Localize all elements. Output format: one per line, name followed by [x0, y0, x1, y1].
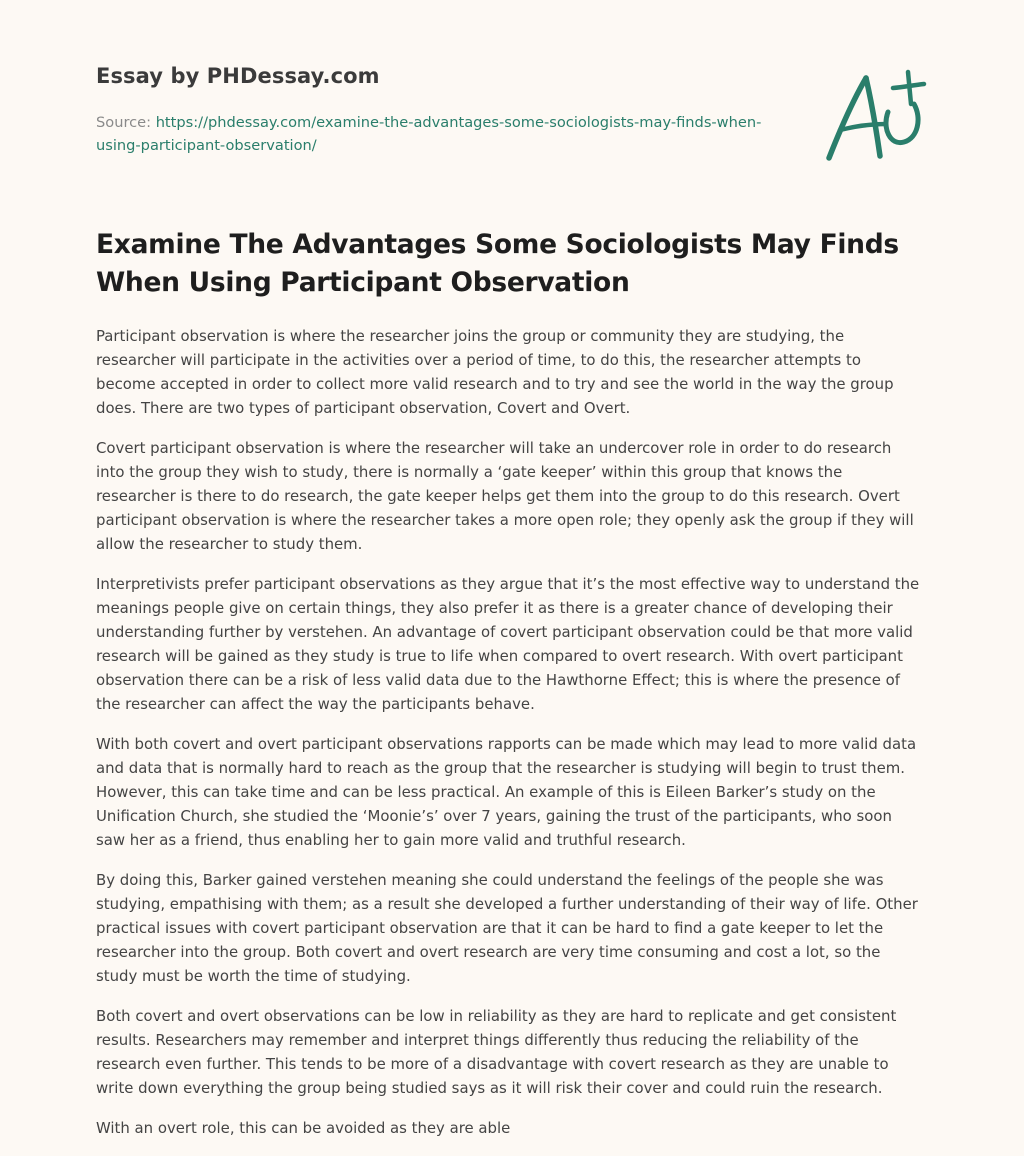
source-line: [96, 111, 796, 157]
paragraph: With an overt role, this can be avoided as they are able: [96, 1119, 511, 1137]
a-plus-logo-icon: [820, 66, 932, 170]
paragraph: Participant observation is where the researcher joins the group or community they are studying, the researcher will participate in the activities over a period of time, to do this, the researcher attempts to become accepted in order to collect more valid research and to try and see the world in the way the group does. There are two types of participant observation, Covert and Overt.: [96, 327, 894, 417]
paragraph: By doing this, Barker gained verstehen meaning she could understand the feelings of the people she was studying, empathising with them; as a result she developed a further understanding of their way of life. Other practical issues with covert participant observation are that it can be hard to find a gate keeper to let the researcher into the group. Both covert and overt research are very time consuming and cost a lot, so the study must be worth the time of studying.: [96, 871, 918, 985]
article-body: [96, 324, 924, 1156]
article-title: Examine The Advantages Some Sociologists May Finds When Using Participant Observation: [96, 229, 899, 298]
paragraph: Interpretivists prefer participant observations as they argue that it’s the most effective way to understand the meanings people give on certain things, they also prefer it as there is a greater chance of developing their understanding further by verstehen. An advantage of covert participant observation could be that more valid research will be gained as they study is true to life when compared to overt research. With overt participant observation there can be a risk of less valid data due to the Hawthorne Effect; this is where the presence of the researcher can affect the way the participants behave.: [96, 575, 920, 713]
paragraph: Both covert and overt observations can be low in reliability as they are hard to replicate and get consistent results. Researchers may remember and interpret things differently thus reducing the reliability of the research even further. This tends to be more of a disadvantage with covert research as they are unable to write down everything the group being studied says as it will risk their cover and could ruin the research.: [96, 1007, 897, 1097]
paragraph: Covert participant observation is where the researcher will take an undercover role in order to do research into the group they wish to study, there is normally a ‘gate keeper’ within this group that knows the researcher is there to do research, the gate keeper helps get them into the group to do this research. Overt participant observation is where the researcher takes a more open role; they openly ask the group if they will allow the researcher to study them.: [96, 439, 914, 553]
site-brand: Essay by PHDessay.com: [96, 64, 380, 88]
source-link[interactable]: https://phdessay.com/examine-the-advantages-some-sociologists-may-finds-when-using-participant-observation/: [96, 114, 762, 154]
source-label: Source:: [96, 114, 156, 131]
paragraph: With both covert and overt participant observations rapports can be made which may lead to more valid data and data that is normally hard to reach as the group that the researcher is studying will begin to trust them. However, this can take time and can be less practical. An example of this is Eileen Barker’s study on the Unification Church, she studied the ‘Moonie’s’ over 7 years, gaining the trust of the participants, who soon saw her as a friend, thus enabling her to gain more valid and truthful research.: [96, 735, 917, 849]
